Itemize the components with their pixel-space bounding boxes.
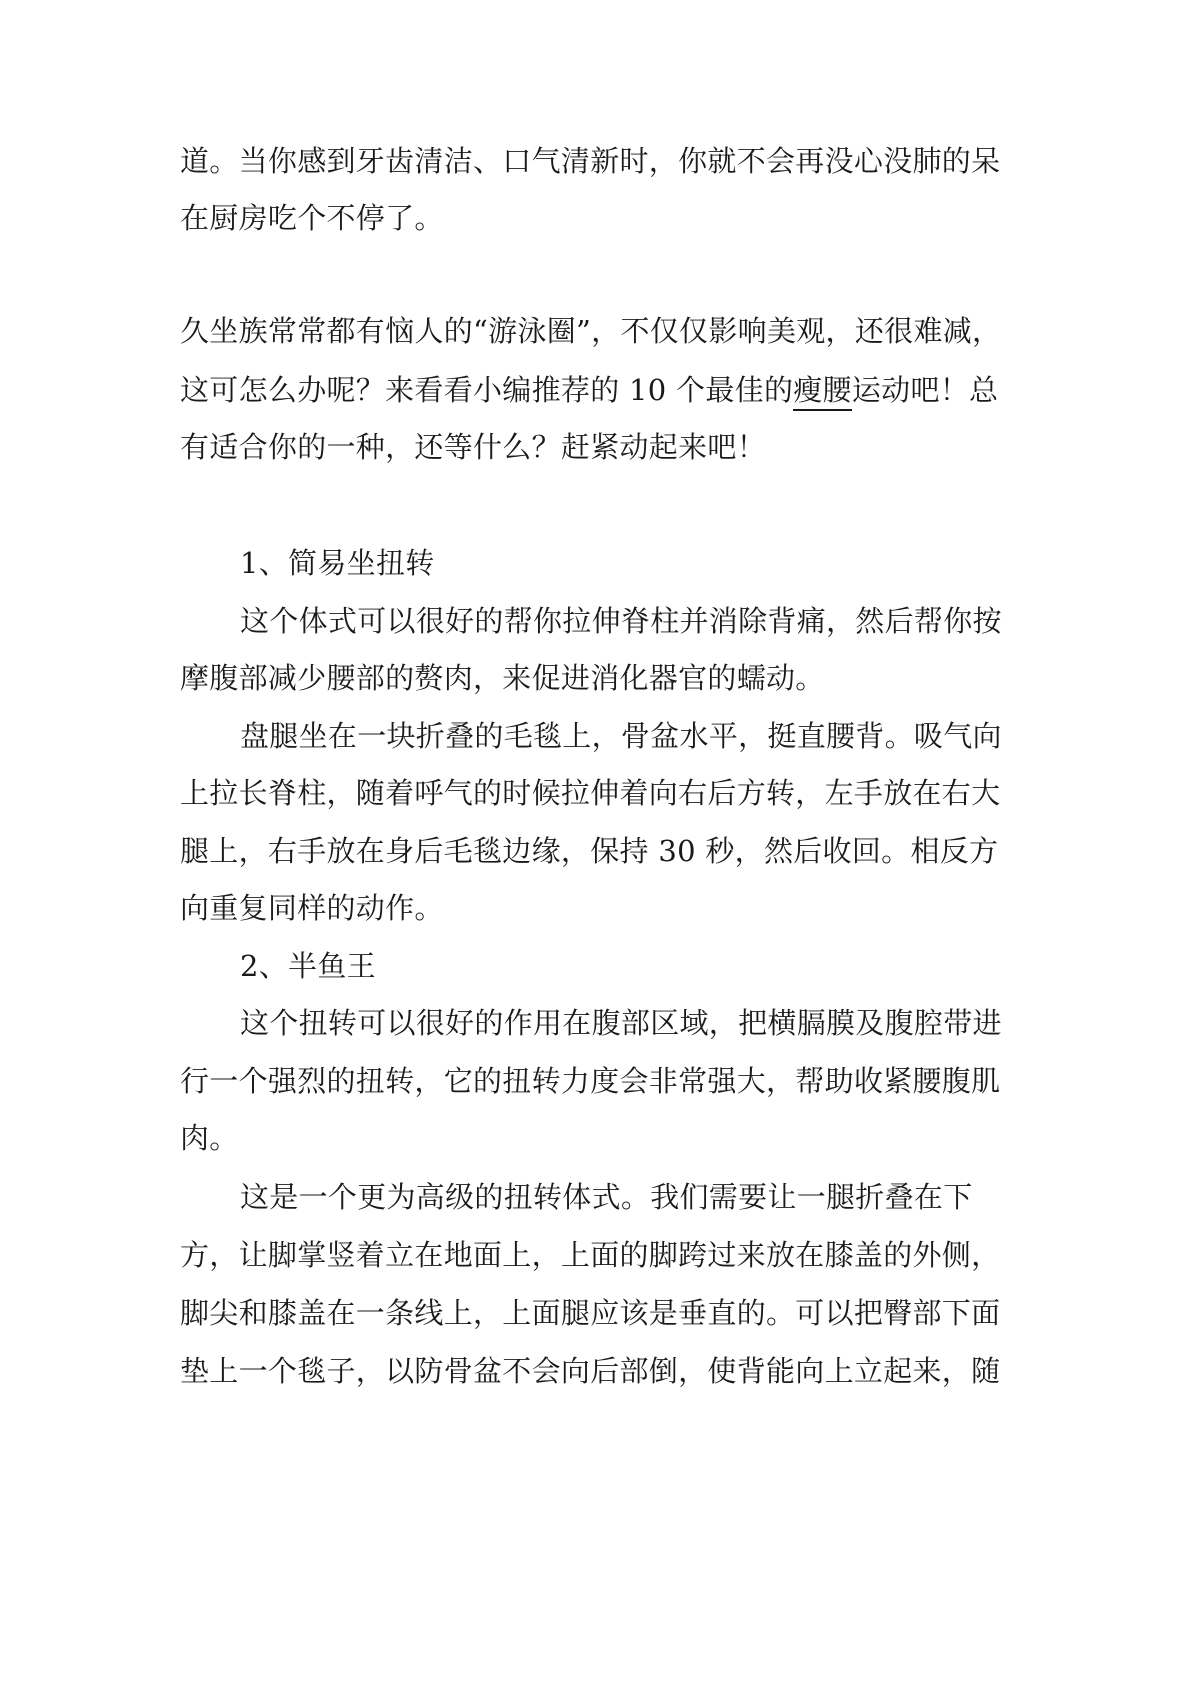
section2-heading: 2、半鱼王 [240, 949, 376, 983]
intro-line-1: 道。当你感到牙齿清洁、口气清新时，你就不会再没心没肺的呆 [180, 144, 1001, 178]
section1-p2-line-3: 腿上，右手放在身后毛毯边缘，保持 30 秒，然后收回。相反方 [180, 834, 999, 868]
section1-p2-line-1: 盘腿坐在一块折叠的毛毯上，骨盆水平，挺直腰背。吸气向 [240, 719, 1002, 753]
intro-line-2: 在厨房吃个不停了。 [180, 201, 444, 235]
section1-p1-line-1: 这个体式可以很好的帮你拉伸脊柱并消除背痛，然后帮你按 [240, 604, 1002, 638]
slim-waist-link[interactable]: 瘦腰 [793, 373, 852, 411]
section2-p2-line-1: 这是一个更为高级的扭转体式。我们需要让一腿折叠在下 [240, 1180, 973, 1214]
para2-line-2-text-b: 运动吧！总 [851, 373, 999, 407]
para2-line-2-text-a: 这可怎么办呢？来看看小编推荐的 10 个最佳的 [180, 373, 794, 407]
section1-heading: 1、简易坐扭转 [240, 546, 435, 580]
section1-p2-line-2: 上拉长脊柱，随着呼气的时候拉伸着向右后方转，左手放在右大 [180, 776, 1001, 810]
section1-p2-line-4: 向重复同样的动作。 [180, 891, 444, 925]
section2-p1-line-1: 这个扭转可以很好的作用在腹部区域，把横膈膜及腹腔带进 [240, 1006, 1002, 1040]
section1-p1-line-2: 摩腹部减少腰部的赘肉，来促进消化器官的蠕动。 [180, 661, 825, 695]
para2-line-2 [180, 372, 998, 408]
para2-line-3: 有适合你的一种，还等什么？赶紧动起来吧！ [180, 430, 767, 464]
section2-p2-line-3: 脚尖和膝盖在一条线上，上面腿应该是垂直的。可以把臀部下面 [180, 1296, 1001, 1330]
section2-p2-line-2: 方，让脚掌竖着立在地面上，上面的脚跨过来放在膝盖的外侧， [180, 1238, 1001, 1272]
section2-p1-line-2: 行一个强烈的扭转，它的扭转力度会非常强大，帮助收紧腰腹肌 [180, 1064, 1001, 1098]
section2-p2-line-4: 垫上一个毯子，以防骨盆不会向后部倒，使背能向上立起来，随 [180, 1354, 1001, 1388]
section2-p1-line-3: 肉。 [180, 1121, 239, 1155]
para2-line-1: 久坐族常常都有恼人的“游泳圈”，不仅仅影响美观，还很难减， [180, 314, 1002, 348]
